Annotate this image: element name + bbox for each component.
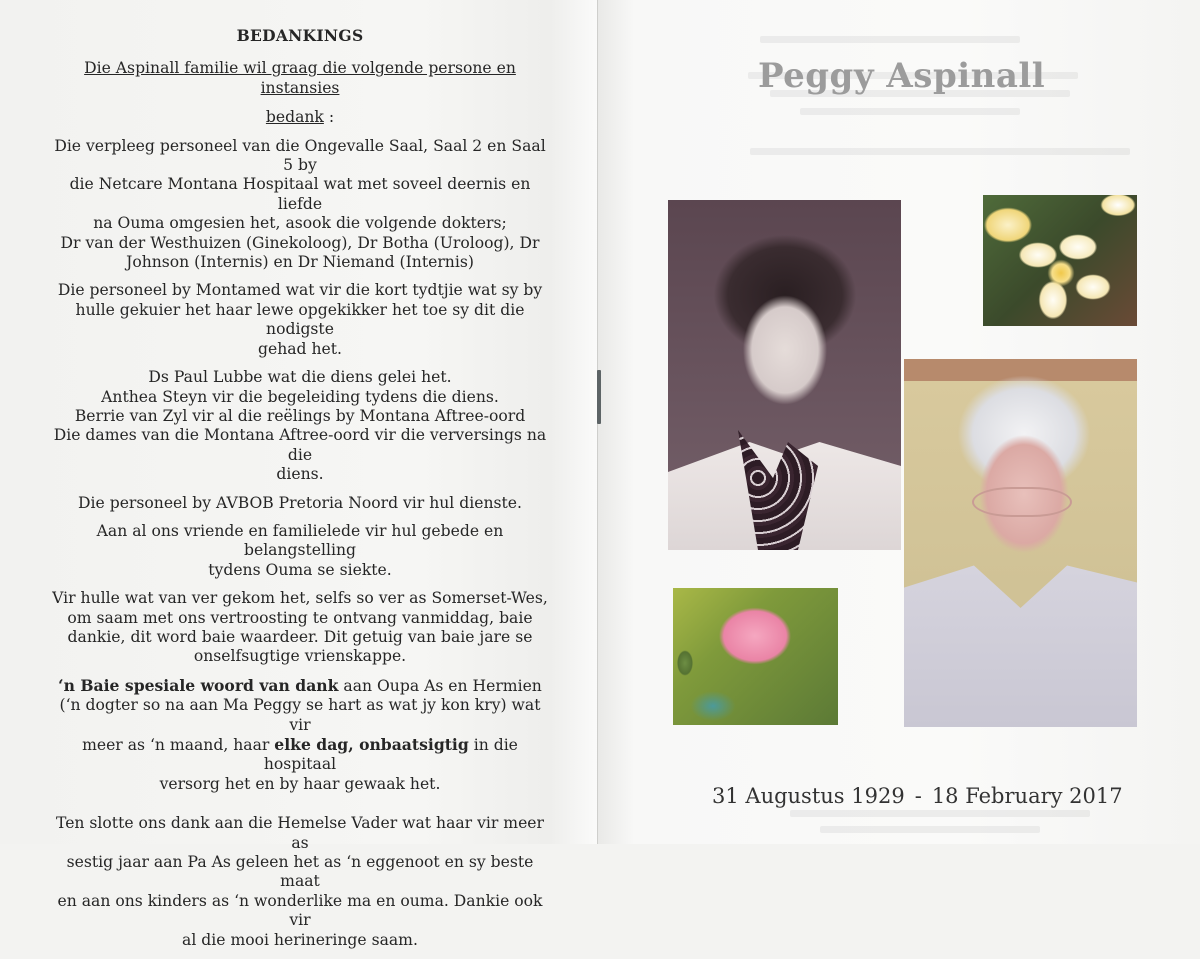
text-line: aan Oupa As en Hermien [338,676,542,695]
text-line: om saam met ons vertroosting te ontvang vanmiddag, baie [67,608,533,627]
special-thanks-lead: ‘n Baie spesiale woord van dank [58,675,339,695]
bleed-through-mark [760,36,1020,43]
emphasis-text: elke dag, onbaatsigtig [274,735,469,754]
friends-paragraph [52,522,548,580]
birth-date: 31 Augustus 1929 [712,784,905,808]
text-line: na Ouma omgesien het, asook die volgende dokters; [93,214,507,233]
travellers-paragraph [52,589,548,667]
text-line: Ds Paul Lubbe wat die diens gelei het. [148,368,452,387]
bleed-through-mark [790,810,1090,817]
text-line: onselfsugtige vrienskappe. [193,647,407,666]
bleed-through-mark [800,108,1020,115]
intro-line: bedank [265,108,324,127]
text-line: tydens Ouma se siekte. [208,560,392,579]
text-line: Die dames van die Montana Aftree-oord vir die verversings na die [53,426,547,464]
left-page [0,0,598,949]
intro-line: Die Aspinall familie wil graag die volgende persone en instansies [84,59,516,97]
deceased-name-title: Peggy Aspinall [758,56,1046,96]
page-heading: BEDANKINGS [236,26,364,45]
young-portrait-photo [668,200,901,550]
text-line: in die hospitaal [263,736,518,774]
text-line: Vir hulle wat van ver gekom het, selfs so ver as Somerset-Wes, [52,589,548,608]
text-line: Berrie van Zyl vir al die reëlings by Montana Aftree-oord [74,406,526,425]
text-line: Die personeel by Montamed wat vir die kort tydtjie wat sy by [57,281,543,300]
bleed-through-mark [750,148,1130,155]
life-dates [712,784,1132,808]
date-separator: - [914,784,922,808]
special-thanks-paragraph [52,676,548,794]
death-date: 18 February 2017 [931,784,1123,808]
text-line: en aan ons kinders as ‘n wonderlike ma en ouma. Dankie ook vir [57,891,543,930]
cardigan-shape [904,557,1137,727]
text-line: versorg het en by haar gewaak het. [159,774,441,793]
text-line: Aan al ons vriende en familielede vir hul gebede en belangstelling [96,521,504,560]
closing-paragraph [52,814,548,950]
text-line: Dr van der Westhuizen (Ginekoloog), Dr Botha (Uroloog), Dr [60,233,540,252]
text-line: meer as ‘n maand, haar [82,736,275,754]
nurses-paragraph [52,137,548,273]
intro-suffix: : [323,108,335,127]
staple [597,370,601,424]
service-paragraph [52,368,548,484]
text-line: al die mooi herineringe saam. [182,930,418,949]
acknowledgements-column [52,26,548,959]
text-line: die Netcare Montana Hospitaal wat met soveel deernis en liefde [69,175,531,213]
text-line: gehad het. [258,339,342,358]
text-line: Anthea Steyn vir die begeleiding tydens die diens. [101,387,499,406]
text-line: Die personeel by AVBOB Pretoria Noord vir hul dienste. [78,493,522,512]
rose-flower-photo [673,588,838,725]
elderly-portrait-photo [904,359,1137,727]
text-line: Die verpleeg personeel van die Ongevalle Saal, Saal 2 en Saal 5 by [54,136,546,175]
intro-paragraph [52,59,548,127]
text-line: (‘n dogter so na aan Ma Peggy se hart as wat jy kon kry) wat vir [59,696,541,734]
plumeria-flower-photo [983,195,1137,326]
text-line: dankie, dit word baie waardeer. Dit getuig van baie jare se [67,627,533,646]
avbob-paragraph [52,494,548,513]
text-line: diens. [276,465,324,484]
montamed-paragraph [52,281,548,359]
glasses-shape [972,487,1072,517]
bleed-through-mark [820,826,1040,833]
text-line: hulle gekuier het haar lewe opgekikker het toe sy dit die nodigste [75,300,525,339]
text-line: Johnson (Internis) en Dr Niemand (Internis) [126,253,474,272]
text-line: sestig jaar aan Pa As geleen het as ‘n eggenoot en sy beste maat [66,853,534,891]
text-line: Ten slotte ons dank aan die Hemelse Vader wat haar vir meer as [56,814,544,852]
